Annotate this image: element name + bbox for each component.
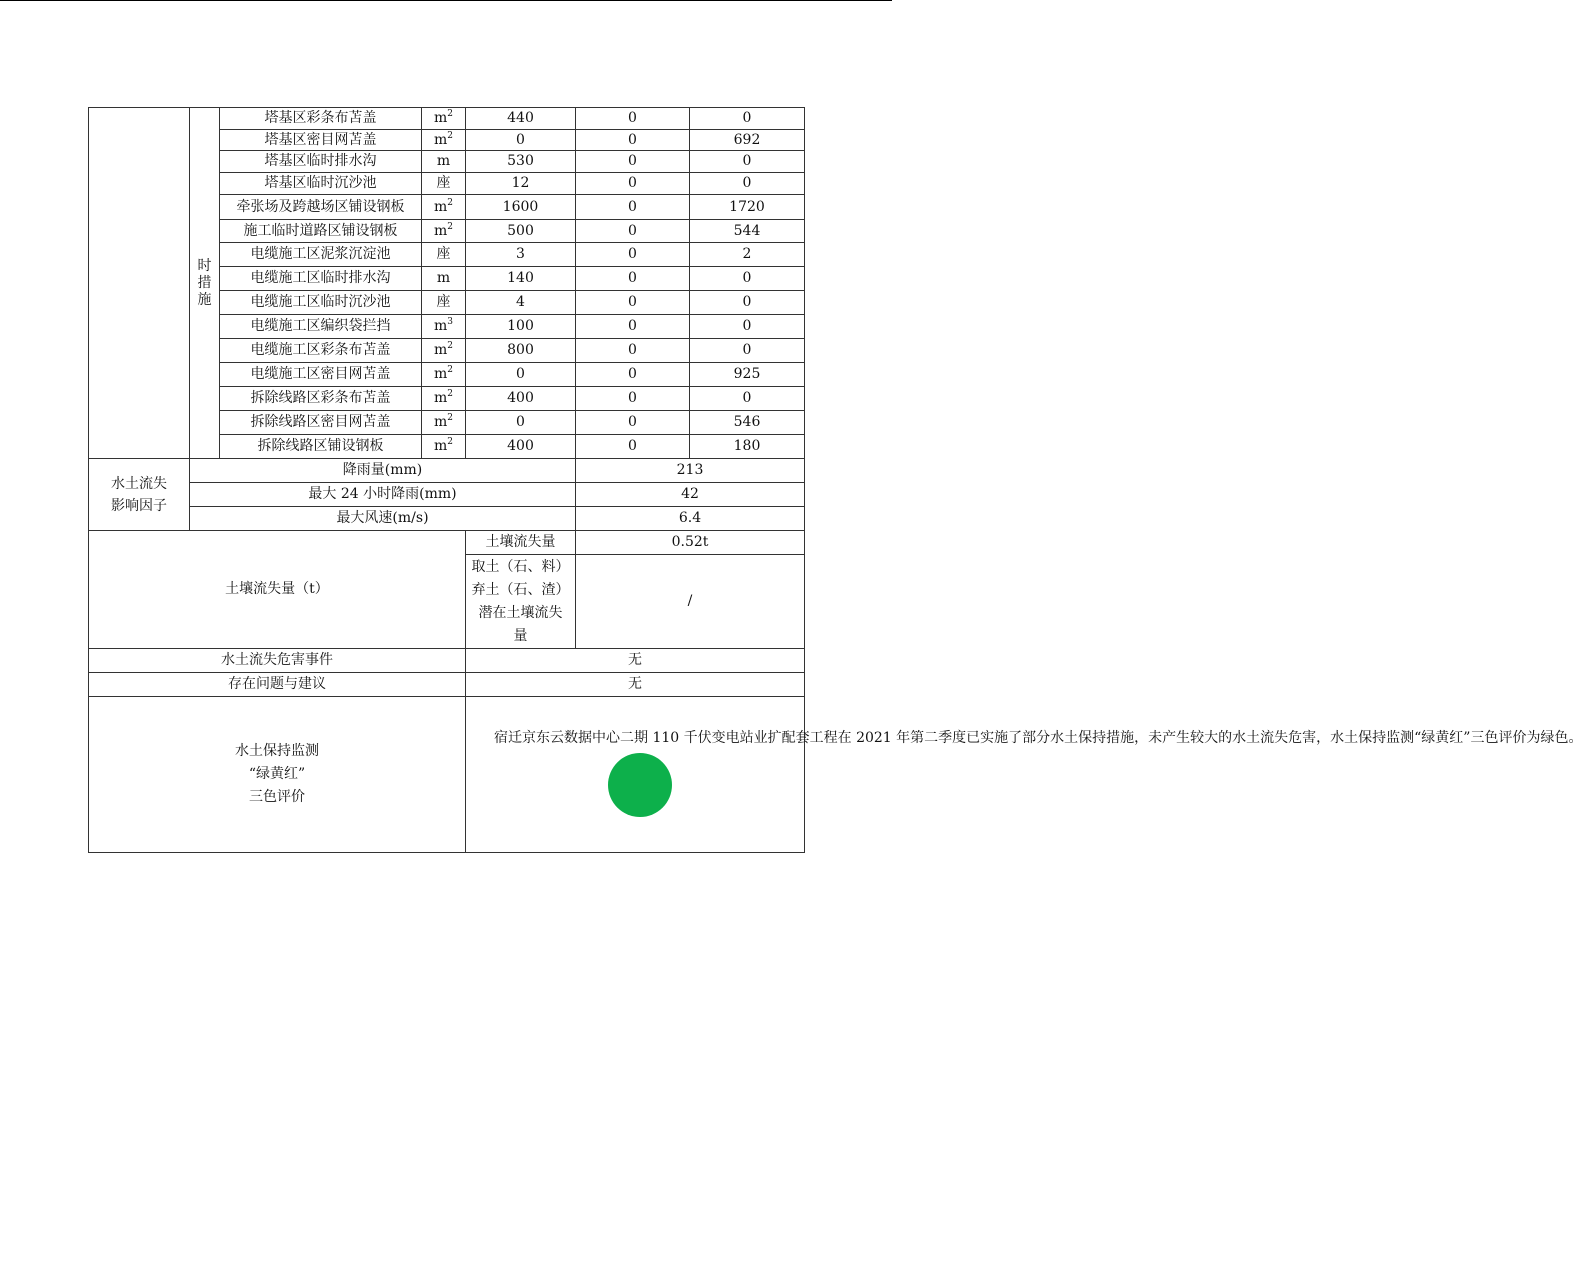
evaluation-text: 宿迁京东云数据中心二期 110 千伏变电站业扩配套工程在 2021 年第二季度已实施了部分水土保持措施，未产生较大的水土流失危害，水土保持监测“绿黄红”三色评价为绿色。 [494,730,1582,746]
evaluation-label [89,697,466,853]
measure-value-text: 500 [507,222,534,239]
evaluation-label-line: 三色评价 [249,789,305,805]
hazard-value [466,649,805,673]
measure-value-text: 0 [628,414,637,430]
soil-loss-amount-label [466,531,576,555]
soil-loss-amount-label-text: 土壤流失量 [485,534,556,550]
measure-value-text: 0 [628,342,637,358]
measure-unit [422,315,466,339]
evaluation-label-line: “绿黄红” [248,766,306,782]
measure-value-c2 [576,315,690,339]
measure-value-c2 [576,130,690,151]
hazard-label-text: 水土流失危害事件 [221,652,333,668]
measures-group-blank-cell [89,108,190,459]
soil-loss-potential-label-line: 潜在土壤流失 [478,604,563,621]
factor-row [89,483,805,507]
measure-value-text: 0 [628,198,637,215]
measure-unit-text: m [433,318,448,334]
soil-loss-potential-value-text: / [687,593,693,609]
soil-loss-potential-value [576,555,805,649]
measures-label-char: 措 [197,274,212,291]
measure-value-c3 [690,363,805,387]
issues-value-text: 无 [628,676,642,692]
measure-name [220,220,422,243]
factor-value-text: 6.4 [678,510,702,526]
measure-value-text: 0 [628,131,637,148]
measure-value-c2 [576,435,690,459]
measure-unit-text: m [433,390,448,406]
measure-value-text: 0 [742,110,752,126]
measure-name-text: 塔基区彩条布苫盖 [264,110,377,126]
factor-name [190,507,576,531]
issues-value [466,673,805,697]
factor-name-text: 降雨量(mm) [342,462,423,478]
measure-value-c2 [576,108,690,130]
measure-unit-text: m [433,438,448,454]
soil-loss-amount-value [576,531,805,555]
factor-name [190,483,576,507]
measure-name-text: 电缆施工区临时排水沟 [250,270,391,286]
measure-value-c3 [690,315,805,339]
measure-unit [422,387,466,411]
measure-unit-text: m [433,414,448,430]
measure-value-c3 [690,339,805,363]
measure-name-text: 拆除线路区铺设钢板 [257,438,384,454]
measures-vertical-label [190,108,220,459]
measure-name [220,435,422,459]
measure-unit-exponent: 2 [447,437,453,447]
measure-value-text: 3 [516,246,525,262]
measure-value-text: 180 [733,438,761,454]
measure-value-c2 [576,220,690,243]
hazard-value-text: 无 [628,652,642,668]
factors-label-line: 影响因子 [111,497,167,514]
measure-name [220,363,422,387]
measure-value-c1 [466,411,576,435]
measure-name [220,387,422,411]
measure-value-c2 [576,339,690,363]
measure-value-text: 530 [507,153,534,169]
measure-value-text: 0 [742,342,752,358]
measure-value-text: 0 [628,438,637,454]
measure-unit [422,291,466,315]
measure-value-text: 2 [742,246,752,262]
measure-value-c1 [466,108,576,130]
measure-value-c1 [466,220,576,243]
issues-label [89,673,466,697]
measure-value-c1 [466,363,576,387]
measure-name-text: 电缆施工区彩条布苫盖 [250,342,391,358]
measure-value-c1 [466,291,576,315]
measure-unit-text: m [433,198,448,215]
measure-unit-text: m [436,270,451,286]
measure-name-text: 电缆施工区编织袋拦挡 [250,318,391,334]
measure-value-text: 0 [628,390,637,406]
measure-value-text: 0 [628,222,637,239]
factor-value-text: 213 [676,462,704,478]
measure-value-c1 [466,173,576,195]
measure-name-text: 塔基区临时沉沙池 [264,175,377,191]
issues-row [89,673,805,697]
measure-unit [422,243,466,267]
measure-unit-exponent: 2 [447,130,453,141]
measure-value-text: 140 [507,270,534,286]
measure-value-text: 692 [733,131,761,148]
measure-value-text: 0 [628,270,637,286]
measure-value-text: 0 [628,246,637,262]
soil-loss-label [89,531,466,649]
measure-name-text: 施工临时道路区铺设钢板 [243,222,398,239]
page-top-border [0,0,892,1]
measure-name-text: 塔基区临时排水沟 [264,153,377,169]
measure-name-text: 牵张场及跨越场区铺设钢板 [236,198,405,215]
measure-value-c1 [466,243,576,267]
measure-value-text: 0 [628,110,637,126]
evaluation-row [89,697,805,853]
measure-value-c3 [690,108,805,130]
soil-loss-label-text: 土壤流失量（t） [225,581,329,597]
measure-name [220,291,422,315]
measure-value-c2 [576,291,690,315]
factor-value-text: 42 [681,486,699,502]
measure-name [220,339,422,363]
measure-unit-text: 座 [436,294,451,310]
factor-name-text: 最大风速(m/s) [336,510,429,526]
measure-unit-exponent: 2 [447,221,453,232]
measure-name [220,243,422,267]
measure-value-text: 12 [511,175,530,191]
measure-value-c2 [576,387,690,411]
measure-unit [422,411,466,435]
measure-name-text: 电缆施工区密目网苫盖 [250,366,391,382]
factor-value [576,483,805,507]
measure-value-text: 0 [742,153,752,169]
soil-loss-row [89,531,805,555]
measure-value-c3 [690,435,805,459]
measure-value-text: 0 [628,153,637,169]
issues-label-text: 存在问题与建议 [228,676,326,692]
measure-value-c3 [690,173,805,195]
factor-value [576,459,805,483]
factor-row [89,507,805,531]
measure-unit-text: m [433,342,448,358]
measure-unit-exponent: 2 [447,413,453,423]
measure-unit [422,173,466,195]
measure-unit-text: m [433,110,448,126]
measure-value-text: 400 [507,438,534,454]
measure-value-c3 [690,243,805,267]
measure-value-c1 [466,339,576,363]
measure-unit-text: 座 [436,175,451,191]
factors-label-line: 水土流失 [111,475,167,492]
measure-value-c1 [466,151,576,173]
measure-unit-text: 座 [436,246,451,262]
measure-name-text: 拆除线路区彩条布苫盖 [250,390,391,406]
factors-label [89,459,190,531]
measure-unit [422,220,466,243]
soil-loss-amount-value-text: 0.52t [671,534,709,550]
measure-value-text: 0 [516,131,525,148]
soil-loss-potential-label-line: 取土（石、料） [471,558,570,575]
measure-value-c3 [690,151,805,173]
measure-unit-exponent: 3 [447,317,453,327]
measure-unit [422,151,466,173]
measure-name-text: 电缆施工区泥浆沉淀池 [250,246,391,262]
measure-value-c3 [690,195,805,220]
measure-unit [422,339,466,363]
measure-name [220,195,422,220]
measure-value-c1 [466,315,576,339]
measure-value-text: 100 [507,318,534,334]
measure-value-c3 [690,411,805,435]
measure-value-text: 440 [507,110,534,126]
measure-unit-exponent: 2 [447,389,453,399]
soil-loss-potential-label [466,555,576,649]
measure-value-text: 0 [742,318,752,334]
measure-name [220,173,422,195]
measure-value-text: 0 [628,294,637,310]
measure-value-c2 [576,173,690,195]
measure-name [220,267,422,291]
measure-value-c3 [690,220,805,243]
measure-unit [422,435,466,459]
monitoring-table [88,107,1582,853]
measure-value-c2 [576,411,690,435]
measure-unit-exponent: 2 [447,197,453,208]
measure-value-text: 1720 [729,198,765,215]
measures-label-char: 时 [197,257,212,274]
measure-value-c1 [466,130,576,151]
measure-unit-text: m [433,222,448,239]
measure-unit-exponent: 2 [447,109,453,119]
measure-value-c3 [690,291,805,315]
measure-value-c1 [466,267,576,291]
measure-value-c1 [466,435,576,459]
measure-value-c3 [690,130,805,151]
measure-value-c3 [690,387,805,411]
hazard-row [89,649,805,673]
measure-name-text: 塔基区密目网苫盖 [264,131,377,148]
measure-value-text: 4 [516,294,525,310]
measure-value-c2 [576,243,690,267]
table-row [89,108,805,130]
hazard-label [89,649,466,673]
measure-value-c2 [576,151,690,173]
measure-value-text: 400 [507,390,534,406]
measure-value-text: 800 [507,342,534,358]
measure-value-text: 0 [628,366,637,382]
measure-value-text: 0 [516,366,525,382]
measure-name-text: 电缆施工区临时沉沙池 [250,294,391,310]
measure-name [220,130,422,151]
measure-value-text: 925 [733,366,761,382]
measure-value-text: 0 [742,270,752,286]
measure-value-c2 [576,267,690,291]
factor-row [89,459,805,483]
measure-name [220,151,422,173]
measure-name [220,411,422,435]
measure-value-text: 544 [733,222,761,239]
measure-unit-text: m [436,153,451,169]
measure-unit-exponent: 2 [447,365,453,375]
measure-value-c2 [576,363,690,387]
measure-value-text: 0 [742,175,752,191]
measure-value-c1 [466,387,576,411]
measure-name [220,315,422,339]
measure-name [220,108,422,130]
measures-label-char: 施 [197,291,212,308]
measure-value-text: 0 [742,294,752,310]
measure-value-c2 [576,195,690,220]
factor-name-text: 最大 24 小时降雨(mm) [308,486,457,502]
measure-unit [422,130,466,151]
measure-value-c3 [690,267,805,291]
measure-value-text: 0 [742,390,752,406]
soil-loss-potential-label-line: 弃土（石、渣） [471,581,570,598]
measure-value-text: 0 [516,414,525,430]
evaluation-content [466,697,1582,853]
green-status-dot [608,753,672,817]
soil-loss-potential-label-line: 量 [513,627,528,644]
measure-unit-exponent: 2 [447,341,453,351]
measure-value-text: 0 [628,175,637,191]
measure-name-text: 拆除线路区密目网苫盖 [250,414,391,430]
measure-unit-text: m [433,366,448,382]
measure-unit [422,363,466,387]
evaluation-label-line: 水土保持监测 [235,743,319,759]
factor-value [576,507,805,531]
measure-value-text: 1600 [502,198,539,215]
measure-unit [422,267,466,291]
measure-unit [422,195,466,220]
measure-value-c1 [466,195,576,220]
measure-value-text: 0 [628,318,637,334]
factor-name [190,459,576,483]
measure-unit-text: m [433,131,448,148]
measure-value-text: 546 [733,414,761,430]
measure-unit [422,108,466,130]
